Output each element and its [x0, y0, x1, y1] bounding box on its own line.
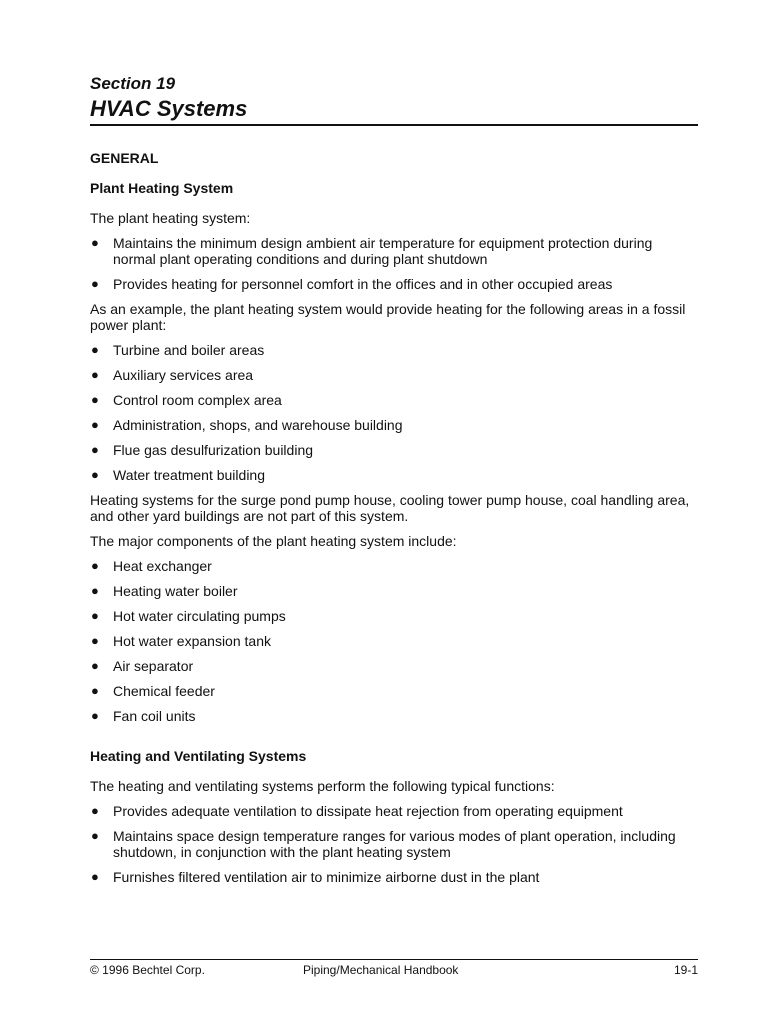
list-item-text: Heating water boiler: [113, 583, 238, 599]
components-intro: The major components of the plant heating system include:: [90, 533, 457, 549]
footer-rule: [90, 959, 698, 960]
list-item: [90, 683, 698, 699]
bullet-icon: ●: [91, 583, 99, 598]
plant-heating-heading: Plant Heating System: [90, 180, 234, 196]
list-item-text: Hot water expansion tank: [113, 633, 271, 649]
bullet-icon: ●: [91, 467, 99, 482]
general-heading: GENERAL: [90, 150, 159, 166]
list-item-text: Flue gas desulfurization building: [113, 442, 314, 458]
list-item: [90, 235, 698, 267]
list-item-text: Control room complex area: [113, 392, 282, 408]
list-item-text: Maintains the minimum design ambient air temperature for equipment protection during normal plant operating conditions and during plant shutdown: [113, 235, 653, 267]
list-item: [90, 608, 698, 624]
list-item: [90, 558, 698, 574]
bullet-icon: ●: [91, 417, 99, 432]
list-item-text: Turbine and boiler areas: [113, 342, 265, 358]
list-item: [90, 367, 698, 383]
content-body: [90, 150, 698, 894]
list-item: [90, 417, 698, 433]
hv-systems-bullets: [90, 803, 698, 885]
bullet-icon: ●: [91, 558, 99, 573]
list-item-text: Fan coil units: [113, 708, 196, 724]
bullet-icon: ●: [91, 683, 99, 698]
list-item: [90, 828, 698, 860]
heated-areas-list: [90, 342, 698, 483]
list-item: [90, 583, 698, 599]
bullet-icon: ●: [91, 828, 99, 843]
section-label: Section 19: [90, 74, 176, 93]
list-item-text: Air separator: [113, 658, 194, 674]
bullet-icon: ●: [91, 608, 99, 623]
list-item-text: Chemical feeder: [113, 683, 215, 699]
list-item: [90, 342, 698, 358]
list-item-text: Water treatment building: [113, 467, 265, 483]
plant-heating-bullets: [90, 235, 698, 292]
list-item: [90, 803, 698, 819]
exclusion-note: Heating systems for the surge pond pump house, cooling tower pump house, coal handling area, and other yard buildings are not part of this system.: [90, 492, 690, 524]
list-item: [90, 442, 698, 458]
hv-systems-intro: The heating and ventilating systems perform the following typical functions:: [90, 778, 555, 794]
bullet-icon: ●: [91, 392, 99, 407]
list-item-text: Administration, shops, and warehouse building: [113, 417, 403, 433]
list-item: [90, 708, 698, 724]
bullet-icon: ●: [91, 869, 99, 884]
bullet-icon: ●: [91, 708, 99, 723]
footer-handbook-title: Piping/Mechanical Handbook: [303, 963, 459, 977]
footer-copyright: © 1996 Bechtel Corp.: [90, 963, 205, 977]
bullet-icon: ●: [91, 442, 99, 457]
list-item-text: Furnishes filtered ventilation air to minimize airborne dust in the plant: [113, 869, 540, 885]
list-item-text: Auxiliary services area: [113, 367, 254, 383]
bullet-icon: ●: [91, 803, 99, 818]
bullet-icon: ●: [91, 235, 99, 250]
components-list: [90, 558, 698, 724]
bullet-icon: ●: [91, 342, 99, 357]
document-page: [90, 0, 698, 1024]
section-title: HVAC Systems: [90, 96, 248, 121]
list-item: [90, 276, 698, 292]
hv-systems-heading: Heating and Ventilating Systems: [90, 748, 307, 764]
list-item-text: Provides adequate ventilation to dissipate heat rejection from operating equipment: [113, 803, 623, 819]
plant-heating-intro: The plant heating system:: [90, 210, 251, 226]
list-item: [90, 467, 698, 483]
list-item: [90, 869, 698, 885]
title-rule: [90, 124, 698, 126]
list-item: [90, 633, 698, 649]
bullet-icon: ●: [91, 658, 99, 673]
list-item: [90, 658, 698, 674]
list-item-text: Hot water circulating pumps: [113, 608, 286, 624]
example-intro: As an example, the plant heating system would provide heating for the following areas in a fossil power plant:: [90, 301, 686, 333]
list-item: [90, 392, 698, 408]
bullet-icon: ●: [91, 633, 99, 648]
footer-page-number: 19-1: [673, 963, 698, 977]
bullet-icon: ●: [91, 367, 99, 382]
bullet-icon: ●: [91, 276, 99, 291]
list-item-text: Maintains space design temperature ranges for various modes of plant operation, including shutdown, in conjunction with the plant heating system: [113, 828, 676, 860]
list-item-text: Provides heating for personnel comfort in the offices and in other occupied areas: [113, 276, 613, 292]
list-item-text: Heat exchanger: [113, 558, 212, 574]
